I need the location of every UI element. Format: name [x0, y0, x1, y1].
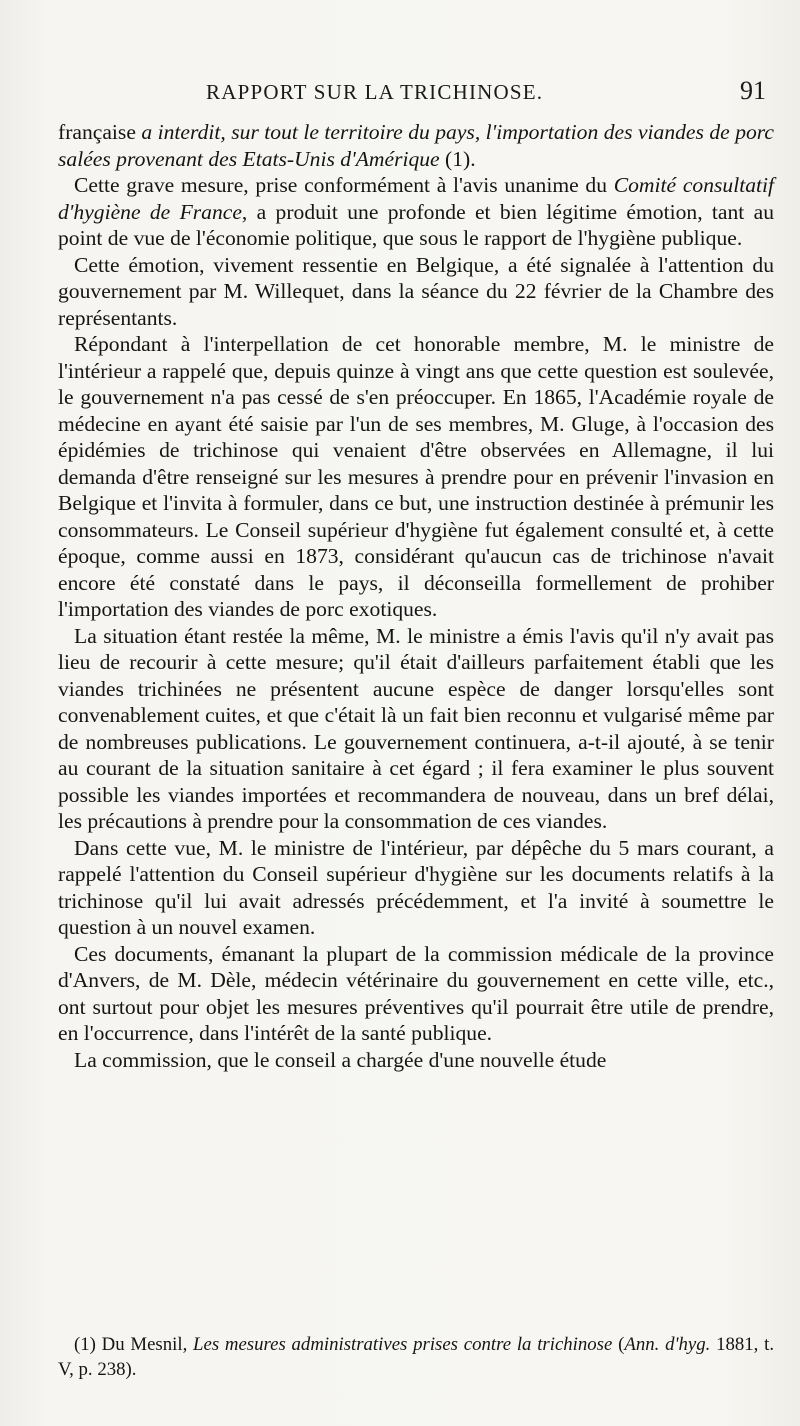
p1-note-ref: (1). [439, 146, 476, 171]
p1-italic: a interdit, sur tout le territoire du pays, l'importation des viandes de porc salées provenant des Etats-Unis d'Amérique [58, 120, 774, 171]
paragraph-4: Répondant à l'interpellation de cet honorable membre, M. le ministre de l'intérieur a rappelé que, depuis quinze à vingt ans que cette question est soulevée, le gouvernement n'a pas cessé de s'en préoccuper. En 1865, l'Académie royale de médecine en ayant été saisie par l'un de ses membres, M. Gluge, à l'occasion des épidémies de trichinose qui venaient d'être observées en Allemagne, il lui demanda d'être renseigné sur les mesures à prendre pour en prévenir l'invasion en Belgique et l'invita à formuler, dans ce but, une instruction destinée à prémunir les consommateurs. Le Conseil supérieur d'hygiène fut également consulté et, à cette époque, comme aussi en 1873, considérant qu'aucun cas de trichinose n'avait encore été constaté dans le pays, il déconseilla formellement de prohiber l'importation des viandes de porc exotiques. [58, 332, 774, 621]
body-text [58, 119, 774, 1073]
paragraph-7: Ces documents, émanant la plupart de la commission médicale de la province d'Anvers, de M. Dèle, médecin vétérinaire du gouvernement en cette ville, etc., ont surtout pour objet les mesures préventives qu'il pourrait être utile de prendre, en l'occurrence, dans l'intérêt de la santé publique. [58, 941, 774, 1045]
footnote [58, 1332, 774, 1382]
footnote-title: Les mesures administratives prises contre la trichinose [193, 1334, 613, 1355]
p2-text-end: , a produit une profonde et bien légitime émotion, tant au point de vue de l'économie politique, que sous le rapport de l'hygiène publique. [58, 199, 774, 250]
paragraph-8: La commission, que le conseil a chargée d'une nouvelle étude [74, 1047, 607, 1072]
footnote-paren: ( [612, 1334, 625, 1355]
footnote-citation: 1881, t. V, p. 238). [58, 1334, 775, 1380]
paragraph-3: Cette émotion, vivement ressentie en Belgique, a été signalée à l'attention du gouvernement par M. Willequet, dans la séance du 22 février de la Chambre des représentants. [58, 252, 774, 330]
paragraph-2 [58, 172, 774, 252]
p1-text: française [58, 120, 142, 144]
footnote-1 [58, 1332, 774, 1382]
paragraph-1 [58, 119, 774, 172]
p2-text-start: Cette grave mesure, prise conformément à l'avis unanime du [74, 173, 614, 197]
running-title: RAPPORT SUR LA TRICHINOSE. [206, 80, 544, 104]
paragraph-5: La situation étant restée la même, M. le ministre a émis l'avis qu'il n'y avait pas lieu de recourir à cette mesure; qu'il était d'ailleurs parfaitement établi que les viandes trichinées ne présentent aucune espèce de danger lorsqu'elles sont convenablement cuites, et que c'était là un fait bien reconnu et vulgarisé même par de nombreuses publications. Le gouvernement continuera, a-t-il ajouté, à se tenir au courant de la situation sanitaire à cet égard ; il fera examiner le plus souvent possible les viandes importées et recommandera de nouveau, dans un bref délai, les précautions à prendre pour la consommation de ces viandes. [58, 623, 774, 833]
page-number: 91 [740, 76, 766, 105]
footnote-journal: Ann. d'hyg. [624, 1334, 711, 1355]
footnote-marker: (1) Du Mesnil, [74, 1334, 194, 1355]
p2-italic: Comité consultatif d'hygiène de France [58, 173, 774, 224]
paragraph-6: Dans cette vue, M. le ministre de l'intérieur, par dépêche du 5 mars courant, a rappelé l'attention du Conseil supérieur d'hygiène sur les documents relatifs à la trichinose qu'il lui avait adressés précédemment, et l'a invité à soumettre le question à un nouvel examen. [58, 835, 774, 939]
running-header [60, 78, 772, 110]
